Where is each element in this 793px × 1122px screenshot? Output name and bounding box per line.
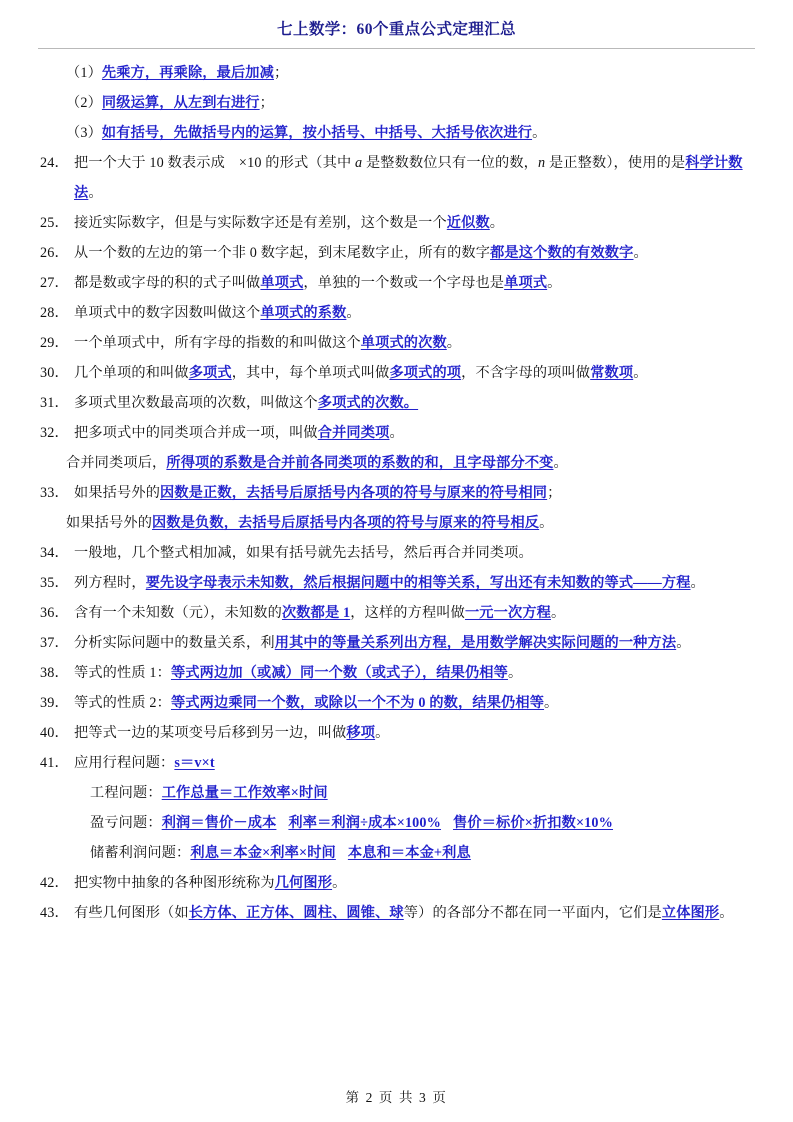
list-item-43: [40, 898, 753, 928]
page-footer: [0, 1086, 793, 1106]
item-text: 。: [332, 875, 347, 891]
item-marker: 29．: [40, 335, 69, 351]
item-highlight: 单项式的次数: [360, 335, 447, 351]
item-text: 应用行程问题：: [74, 755, 175, 771]
item-text: ，不含字母的项叫做: [461, 365, 591, 381]
item-text: 一般地，几个整式相加减，如果有括号就先去括号，然后再合并同类项。: [74, 545, 533, 561]
list-item-30: [40, 358, 753, 388]
formula-value: 利息＝本金×利率×时间: [190, 845, 336, 861]
item-text: 。: [547, 275, 562, 291]
list-item-34: [40, 538, 753, 568]
list-item-32-sub: [40, 448, 753, 478]
item-text: 。: [719, 905, 734, 921]
item-highlight: 多项式的项: [389, 365, 462, 381]
item-highlight: 所得项的系数是合并前各同类项的系数的和，且字母部分不变: [166, 455, 554, 471]
item-highlight: 要先设字母表示未知数，然后根据问题中的相等关系，写出还有未知数的等式——方程: [145, 575, 691, 591]
item-marker: 38．: [40, 665, 69, 681]
item-highlight: 因数是负数，去括号后原括号内各项的符号与原来的符号相反: [152, 515, 540, 531]
formula-value: 利润＝售价－成本: [161, 815, 277, 831]
item-highlight: 科学计数法: [74, 155, 743, 201]
rule-item: [40, 88, 753, 118]
item-text: ，单独的一个数或一个字母也是: [303, 275, 505, 291]
item-text: 。: [389, 425, 404, 441]
item-text: 把一个大于 10 数表示成: [74, 155, 225, 171]
formula-speed-distance: s＝v×t: [174, 755, 215, 771]
item-text: 。: [544, 695, 559, 711]
item-highlight: 因数是正数，去括号后原括号内各项的符号与原来的符号相同: [160, 485, 548, 501]
item-marker: 28．: [40, 305, 69, 321]
list-item-40: [40, 718, 753, 748]
item-text: ，其中，每个单项式叫做: [231, 365, 390, 381]
document-body: [0, 49, 793, 928]
formula-row-profit-loss: [40, 808, 753, 838]
page-number-text: 第 2 页 共 3 页: [345, 1090, 448, 1105]
list-item-32: [40, 418, 753, 448]
item-text: 分析实际问题中的数量关系，利: [74, 635, 275, 651]
list-item-31: [40, 388, 753, 418]
item-text: 有些几何图形（如: [74, 905, 189, 921]
item-text: 是整数数位只有一位的数，: [365, 155, 539, 171]
item-marker: 39．: [40, 695, 69, 711]
item-highlight: 单项式: [504, 275, 548, 291]
list-item-39: [40, 688, 753, 718]
formula-label: 储蓄利润问题：: [90, 845, 191, 861]
item-highlight: 近似数: [446, 215, 490, 231]
item-text: 等式的性质 2：: [74, 695, 171, 711]
item-text: 。: [553, 455, 568, 471]
list-item-33-sub: [40, 508, 753, 538]
rule-tail: ；: [259, 95, 274, 111]
variable-a: a: [355, 155, 363, 171]
item-text: ；: [547, 485, 562, 501]
list-item-27: [40, 268, 753, 298]
formula-value: 本息和＝本金+利息: [347, 845, 471, 861]
item-highlight: 单项式的系数: [260, 305, 347, 321]
list-item-38: [40, 658, 753, 688]
list-item-37: [40, 628, 753, 658]
item-marker: 41．: [40, 755, 69, 771]
item-highlight: 几何图形: [274, 875, 333, 891]
list-item-35: [40, 568, 753, 598]
item-marker: 36．: [40, 605, 69, 621]
item-text: 。: [507, 665, 523, 681]
item-marker: 26．: [40, 245, 69, 261]
list-item-24: [40, 148, 753, 208]
item-text: 。: [551, 605, 566, 621]
item-highlight: 立体图形: [661, 905, 720, 921]
item-text: 把多项式中的同类项合并成一项，叫做: [74, 425, 318, 441]
item-text: 接近实际数字，但是与实际数字还是有差别，这个数是一个: [74, 215, 447, 231]
item-text: 。: [690, 575, 705, 591]
item-marker: 24．: [40, 155, 69, 171]
item-text: 含有一个未知数（元），未知数的: [74, 605, 282, 621]
item-marker: 34．: [40, 545, 69, 561]
list-item-42: [40, 868, 753, 898]
formula-label: 盈亏问题：: [90, 815, 162, 831]
formula-value: 利率＝利润÷成本×100%: [288, 815, 442, 831]
item-text: 从一个数的左边的第一个非 0 数字起，到末尾数字止，所有的数字: [74, 245, 491, 261]
rule-marker: （1）: [66, 65, 102, 81]
list-item-28: [40, 298, 753, 328]
item-marker: 37．: [40, 635, 69, 651]
item-marker: 43．: [40, 905, 69, 921]
item-marker: 42．: [40, 875, 69, 891]
rule-item: [40, 118, 753, 148]
item-text: ×10: [238, 155, 262, 171]
item-text: 。: [346, 305, 361, 321]
formula-row-savings-interest: [40, 838, 753, 868]
item-text: 等式的性质 1：: [74, 665, 171, 681]
item-text: 如果括号外的: [74, 485, 161, 501]
item-marker: 27．: [40, 275, 69, 291]
item-marker: 35．: [40, 575, 69, 591]
rule-tail: 。: [532, 125, 547, 141]
rule-marker: （3）: [66, 125, 102, 141]
item-text: 。: [375, 725, 390, 741]
item-highlight: 次数都是 1: [281, 605, 351, 621]
formula-label: 工程问题：: [90, 785, 162, 801]
item-text: 多项式里次数最高项的次数，叫做这个: [74, 395, 318, 411]
list-item-29: [40, 328, 753, 358]
formula-value: 工作总量＝工作效率×时间: [161, 785, 328, 801]
item-text: 。: [446, 335, 462, 351]
rule-highlight: 同级运算，从左到右进行: [101, 95, 260, 111]
item-marker: 30．: [40, 365, 69, 381]
variable-n: n: [538, 155, 546, 171]
formula-row-engineering: [40, 778, 753, 808]
item-highlight: 移项: [346, 725, 376, 741]
item-marker: 33．: [40, 485, 69, 501]
list-item-41: [40, 748, 753, 778]
item-text: 合并同类项后，: [66, 455, 167, 471]
item-highlight: 用其中的等量关系列出方程，是用数学解决实际问题的一种方法: [274, 635, 677, 651]
item-text: 等）的各部分不都在同一平面内，它们是: [403, 905, 662, 921]
list-item-33: [40, 478, 753, 508]
rule-tail: ；: [273, 65, 289, 81]
item-marker: 25．: [40, 215, 69, 231]
item-text: 。: [676, 635, 691, 651]
document-header: [0, 0, 793, 44]
list-item-26: [40, 238, 753, 268]
formula-value: 售价＝标价×折扣数×10%: [453, 815, 614, 831]
item-highlight: 都是这个数的有效数字: [490, 245, 634, 261]
item-marker: 32．: [40, 425, 69, 441]
item-text: 把等式一边的某项变号后移到另一边，叫做: [74, 725, 347, 741]
item-highlight: 一元一次方程: [464, 605, 551, 621]
list-item-25: [40, 208, 753, 238]
item-text: 。: [88, 185, 103, 201]
rule-highlight: 如有括号，先做括号内的运算，按小括号、中括号、大括号依次进行: [101, 125, 533, 141]
item-text: 列方程时，: [74, 575, 146, 591]
item-highlight: 多项式的次数。: [317, 395, 419, 411]
item-text: 把实物中抽象的各种图形统称为: [74, 875, 275, 891]
item-text: ，这样的方程叫做: [350, 605, 465, 621]
rule-item: [40, 58, 753, 88]
list-item-36: [40, 598, 753, 628]
item-marker: 31．: [40, 395, 69, 411]
item-text: 。: [633, 365, 648, 381]
rule-highlight: 先乘方，再乘除，最后加减: [101, 65, 274, 81]
item-highlight: 合并同类项: [317, 425, 390, 441]
item-highlight: 长方体、正方体、圆柱、圆锥、球: [188, 905, 404, 921]
item-highlight: 等式两边加（或减）同一个数（或式子），结果仍相等: [170, 665, 508, 681]
item-text: 的形式（其中: [265, 155, 352, 171]
page-title: 七上数学：60个重点公式定理汇总: [277, 21, 516, 38]
item-text: 一个单项式中，所有字母的指数的和叫做这个: [74, 335, 361, 351]
item-highlight: 常数项: [590, 365, 634, 381]
item-highlight: 单项式: [260, 275, 304, 291]
item-text: 。: [539, 515, 554, 531]
item-text: 都是数或字母的积的式子叫做: [74, 275, 261, 291]
item-text: 。: [489, 215, 505, 231]
item-text: 单项式中的数字因数叫做这个: [74, 305, 261, 321]
item-text: 是正整数），使用的是: [548, 155, 686, 171]
rule-marker: （2）: [66, 95, 102, 111]
item-text: 如果括号外的: [66, 515, 153, 531]
item-highlight: 等式两边乘同一个数，或除以一个不为 0 的数，结果仍相等: [170, 695, 545, 711]
item-highlight: 多项式: [188, 365, 232, 381]
item-text: 。: [633, 245, 648, 261]
item-marker: 40．: [40, 725, 69, 741]
item-text: 几个单项的和叫做: [74, 365, 189, 381]
